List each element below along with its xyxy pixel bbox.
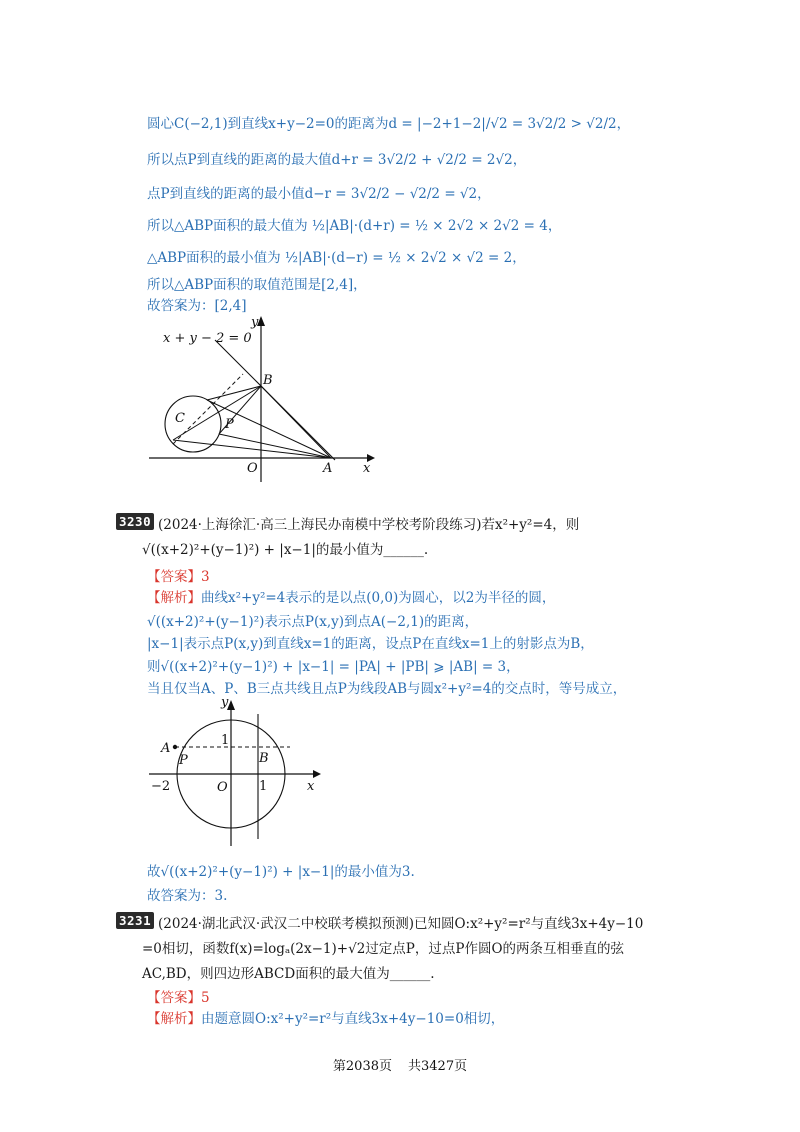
label-A: A [161,741,171,756]
page-total: 共3427页 [408,1059,468,1074]
analysis-text: 由题意圆O:x²+y²=r²与直线3x+4y−10=0相切， [201,1011,505,1027]
figure-circle-line-triangle [145,312,385,484]
page-number: 第2038页 [332,1059,392,1074]
x-axis-arrow [313,770,321,778]
analysis-3230-line-2: √((x+2)²+(y−1)²)表示点P(x,y)到点A(−2,1)的距离， [147,614,479,630]
question-3231-line-3: AC,BD，则四边形ABCD面积的最大值为______. [142,966,435,982]
label-O: O [247,461,258,476]
solution-line-4: 所以△ABP面积的最大值为 ½|AB|·(d+r) = ½ × 2√2 × 2√2 = 4， [147,218,562,234]
page-footer [0,1055,800,1074]
question-3231-line-2: =0相切，函数f(x)=logₐ(2x−1)+√2过定点P，过点P作圆O的两条互相垂直的弦 [142,941,625,957]
analysis-3230-line-3: |x−1|表示点P(x,y)到直线x=1的距离，设点P在直线x=1上的射影点为B， [147,636,594,652]
answer-tag: 【答案】 [147,569,201,585]
analysis-text: 曲线x²+y²=4表示的是以点(0,0)为圆心，以2为半径的圆， [201,590,556,606]
analysis-3230-line-5: 当且仅当A、P、B三点共线且点P为线段AB与圆x²+y²=4的交点时，等号成立， [147,681,627,697]
answer-row-3230 [147,565,210,585]
solution-line-5: △ABP面积的最小值为 ½|AB|·(d−r) = ½ × 2√2 × √2 = 2， [147,250,526,266]
segment-BA [261,386,331,458]
label-B: B [263,373,273,388]
label-y: y [221,695,229,710]
analysis-3230-line-4: 则√((x+2)²+(y−1)²) + |x−1| = |PA| + |PB| ⩾ |AB| = 3， [147,659,520,675]
label-P: P [179,753,188,768]
segment-B-P2 [207,386,261,400]
question-number-3230: 3230 [116,513,154,530]
solution-line-2: 所以点P到直线的距离的最大值d+r = 3√2/2 + √2/2 = 2√2， [147,152,527,168]
label-y: y [251,315,259,330]
label-C: C [175,411,185,426]
question-3231-line-1: (2024·湖北武汉·武汉二中校联考模拟预测)已知圆O:x²+y²=r²与直线3x+4y−10 [158,916,644,932]
answer-tag: 【答案】 [147,990,201,1006]
answer-value: 5 [201,990,210,1006]
analysis-tag: 【解析】 [147,1011,201,1027]
segment-B-P1 [173,386,261,440]
segment-A-P3 [219,434,331,458]
analysis-3231-line-1 [147,1007,504,1027]
conclusion-3230-line-1: 故√((x+2)²+(y−1)²) + |x−1|的最小值为3. [147,864,415,880]
figure-circle-radius-2 [145,694,330,849]
label-line-equation: x + y − 2 = 0 [163,331,252,346]
segment-A-P1 [173,440,331,458]
question-number-3231: 3231 [116,912,154,929]
analysis-tag: 【解析】 [147,590,201,606]
label-neg2: −2 [151,779,171,794]
solution-line-3: 点P到直线的距离的最小值d−r = 3√2/2 − √2/2 = √2， [147,186,491,202]
label-B: B [259,751,269,766]
label-P: P [225,417,234,432]
solution-line-1: 圆心C(−2,1)到直线x+y−2=0的距离为d = |−2+1−2|/√2 = 3√2/2 > √2/2， [147,116,631,132]
label-x: x [307,779,315,794]
answer-value: 3 [201,569,210,585]
answer-row-3231 [147,986,210,1006]
point-A [173,745,177,749]
solution-line-6: 所以△ABP面积的取值范围是[2,4]， [147,277,367,293]
solution-line-7: 故答案为：[2,4] [147,298,247,314]
conclusion-3230-line-2: 故答案为：3. [147,888,228,904]
label-A: A [323,461,333,476]
question-3230-source: (2024·上海徐汇·高三上海民办南模中学校考阶段练习)若x²+y²=4，则 [158,517,580,533]
analysis-3230-line-1 [147,586,555,606]
label-x: x [363,461,371,476]
label-one-y: 1 [221,733,230,748]
label-O: O [217,780,228,795]
question-3230-stem: √((x+2)²+(y−1)²) + |x−1|的最小值为______. [142,542,429,558]
label-one-x: 1 [259,779,268,794]
